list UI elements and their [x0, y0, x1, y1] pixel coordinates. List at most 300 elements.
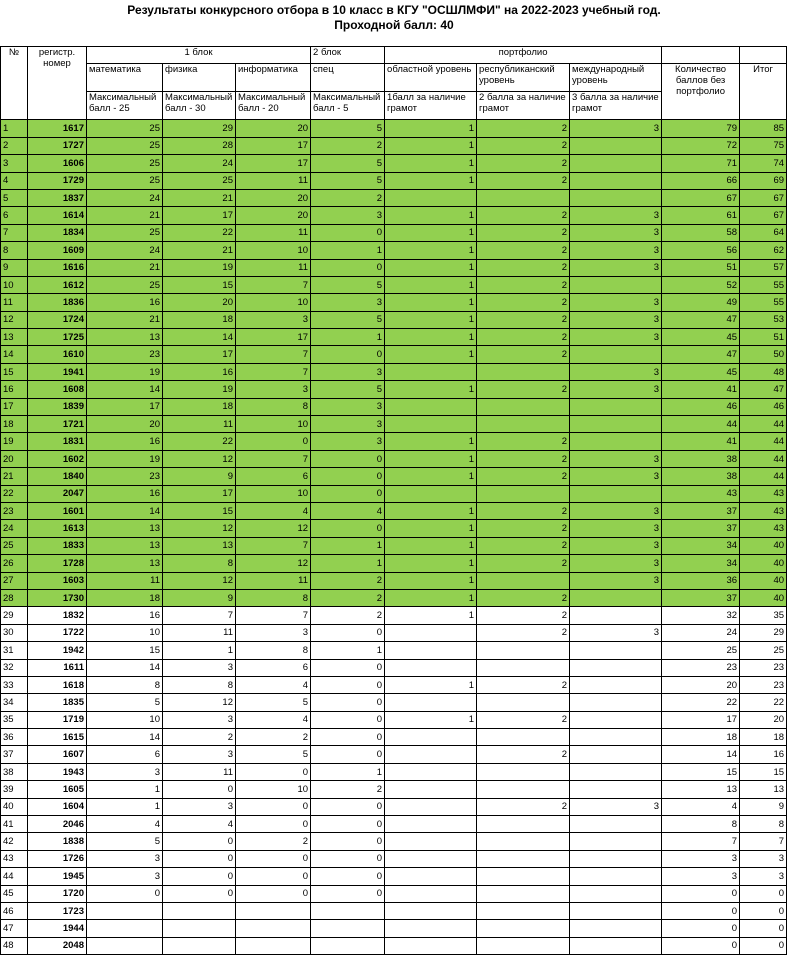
- resp-score: 2: [477, 259, 570, 276]
- total-score: 43: [740, 485, 787, 502]
- table-row: [1, 902, 787, 919]
- row-number: 20: [1, 450, 28, 467]
- reg-number: 1608: [28, 381, 87, 398]
- resp-score: [477, 729, 570, 746]
- resp-score: [477, 363, 570, 380]
- block1-header: 1 блок: [87, 47, 311, 64]
- reg-number: 1943: [28, 763, 87, 780]
- spec-score: 0: [311, 520, 385, 537]
- phys-score: 11: [163, 624, 236, 641]
- row-number: 47: [1, 920, 28, 937]
- spec-score: 1: [311, 642, 385, 659]
- results-body: [1, 120, 787, 955]
- spec-score: [311, 920, 385, 937]
- total-score: 13: [740, 781, 787, 798]
- spec-score: 0: [311, 346, 385, 363]
- total-score: 0: [740, 885, 787, 902]
- reg-number: 1719: [28, 711, 87, 728]
- total-score: 40: [740, 537, 787, 554]
- score-without-portfolio: 38: [662, 468, 740, 485]
- row-number: 42: [1, 833, 28, 850]
- resp-score: 2: [477, 155, 570, 172]
- reg-number: 1612: [28, 276, 87, 293]
- math-score: 8: [87, 676, 163, 693]
- table-row: [1, 572, 787, 589]
- row-number: 28: [1, 589, 28, 606]
- table-row: [1, 729, 787, 746]
- reg-number: 1601: [28, 502, 87, 519]
- row-number: 14: [1, 346, 28, 363]
- math-score: 25: [87, 224, 163, 241]
- table-row: [1, 329, 787, 346]
- col-oblast-header: областной уровень: [385, 64, 477, 92]
- inf-score: 7: [236, 363, 311, 380]
- total-score: 15: [740, 763, 787, 780]
- intl-score: [570, 416, 662, 433]
- table-row: [1, 137, 787, 154]
- oblast-score: [385, 729, 477, 746]
- spec-score: 5: [311, 155, 385, 172]
- math-score: 19: [87, 363, 163, 380]
- table-row: [1, 798, 787, 815]
- score-without-portfolio: 22: [662, 694, 740, 711]
- table-row: [1, 694, 787, 711]
- oblast-score: 1: [385, 589, 477, 606]
- intl-score: 3: [570, 259, 662, 276]
- resp-score: [477, 850, 570, 867]
- math-score: 17: [87, 398, 163, 415]
- oblast-score: 1: [385, 120, 477, 137]
- spec-score: 5: [311, 381, 385, 398]
- oblast-note: 1балл за наличие грамот: [385, 92, 477, 120]
- intl-score: [570, 868, 662, 885]
- inf-score: 12: [236, 555, 311, 572]
- resp-score: [477, 833, 570, 850]
- math-score: 14: [87, 381, 163, 398]
- math-score: 25: [87, 137, 163, 154]
- reg-number: 1724: [28, 311, 87, 328]
- math-score: 15: [87, 642, 163, 659]
- reg-number: 1834: [28, 224, 87, 241]
- oblast-score: 1: [385, 607, 477, 624]
- intl-score: 3: [570, 502, 662, 519]
- reg-number: 2046: [28, 816, 87, 833]
- table-row: [1, 520, 787, 537]
- inf-score: [236, 902, 311, 919]
- row-number: 24: [1, 520, 28, 537]
- oblast-score: [385, 416, 477, 433]
- oblast-score: [385, 868, 477, 885]
- reg-number: 1616: [28, 259, 87, 276]
- phys-score: 1: [163, 642, 236, 659]
- total-score: 8: [740, 816, 787, 833]
- page-title-block: [0, 0, 788, 33]
- resp-score: 2: [477, 207, 570, 224]
- intl-score: [570, 902, 662, 919]
- inf-score: 17: [236, 329, 311, 346]
- intl-score: [570, 589, 662, 606]
- oblast-score: 1: [385, 555, 477, 572]
- reg-number: 1721: [28, 416, 87, 433]
- phys-score: 18: [163, 311, 236, 328]
- row-number: 8: [1, 242, 28, 259]
- total-score: 44: [740, 468, 787, 485]
- resp-score: [477, 694, 570, 711]
- total-score: 7: [740, 833, 787, 850]
- inf-score: 7: [236, 450, 311, 467]
- math-score: 4: [87, 816, 163, 833]
- phys-score: 15: [163, 502, 236, 519]
- portfolio-header: портфолио: [385, 47, 662, 64]
- phys-score: 15: [163, 276, 236, 293]
- inf-score: 7: [236, 276, 311, 293]
- resp-score: 2: [477, 381, 570, 398]
- page-title: Результаты конкурсного отбора в 10 класс в КГУ "ОСШЛМФИ" на 2022-2023 учебный год.: [127, 3, 661, 17]
- inf-score: 10: [236, 416, 311, 433]
- reg-number: 1605: [28, 781, 87, 798]
- score-without-portfolio: 0: [662, 885, 740, 902]
- reg-number: 1727: [28, 137, 87, 154]
- total-score: 67: [740, 207, 787, 224]
- inf-score: [236, 920, 311, 937]
- reg-number: 1720: [28, 885, 87, 902]
- resp-score: 2: [477, 172, 570, 189]
- score-without-portfolio: 72: [662, 137, 740, 154]
- score-without-portfolio: 41: [662, 433, 740, 450]
- math-score: 6: [87, 746, 163, 763]
- phys-score: 4: [163, 816, 236, 833]
- row-number: 10: [1, 276, 28, 293]
- spec-score: 0: [311, 676, 385, 693]
- spec-score: 1: [311, 555, 385, 572]
- score-without-portfolio: 46: [662, 398, 740, 415]
- table-row: [1, 555, 787, 572]
- table-row: [1, 659, 787, 676]
- intl-score: [570, 485, 662, 502]
- oblast-score: [385, 398, 477, 415]
- score-without-portfolio: 0: [662, 902, 740, 919]
- resp-score: 2: [477, 555, 570, 572]
- math-score: 3: [87, 868, 163, 885]
- spec-score: 2: [311, 607, 385, 624]
- score-without-portfolio: 34: [662, 537, 740, 554]
- table-row: [1, 172, 787, 189]
- resp-score: [477, 902, 570, 919]
- table-row: [1, 920, 787, 937]
- math-score: 16: [87, 294, 163, 311]
- total-score: 48: [740, 363, 787, 380]
- score-without-portfolio: 34: [662, 555, 740, 572]
- inf-score: 0: [236, 816, 311, 833]
- oblast-score: 1: [385, 311, 477, 328]
- resp-score: 2: [477, 311, 570, 328]
- intl-score: 3: [570, 572, 662, 589]
- intl-score: 3: [570, 120, 662, 137]
- score-without-portfolio: 4: [662, 798, 740, 815]
- resp-score: [477, 572, 570, 589]
- score-without-portfolio: 49: [662, 294, 740, 311]
- spec-score: 0: [311, 885, 385, 902]
- table-row: [1, 450, 787, 467]
- resp-score: 2: [477, 276, 570, 293]
- score-without-portfolio: 32: [662, 607, 740, 624]
- score-without-portfolio: 58: [662, 224, 740, 241]
- row-number: 18: [1, 416, 28, 433]
- math-score: 0: [87, 885, 163, 902]
- reg-number: 1617: [28, 120, 87, 137]
- row-number: 25: [1, 537, 28, 554]
- inf-score: 12: [236, 520, 311, 537]
- math-score: [87, 937, 163, 954]
- phys-score: [163, 937, 236, 954]
- total-score: 43: [740, 502, 787, 519]
- total-score: 44: [740, 433, 787, 450]
- resp-score: [477, 189, 570, 206]
- phys-score: 18: [163, 398, 236, 415]
- score-without-portfolio: 56: [662, 242, 740, 259]
- phys-score: 3: [163, 659, 236, 676]
- spec-score: 0: [311, 868, 385, 885]
- table-row: [1, 763, 787, 780]
- total-score: 44: [740, 450, 787, 467]
- score-without-portfolio: 37: [662, 520, 740, 537]
- phys-score: 3: [163, 711, 236, 728]
- inf-score: 11: [236, 572, 311, 589]
- inf-score: 4: [236, 502, 311, 519]
- reg-number: 1726: [28, 850, 87, 867]
- resp-score: 2: [477, 537, 570, 554]
- score-without-portfolio: 37: [662, 589, 740, 606]
- row-number: 16: [1, 381, 28, 398]
- oblast-score: [385, 885, 477, 902]
- spec-score: 0: [311, 798, 385, 815]
- max-phys-note: Максимальный балл - 30: [163, 92, 236, 120]
- score-without-portfolio: 37: [662, 502, 740, 519]
- max-spec-note: Максимальный балл - 5: [311, 92, 385, 120]
- inf-score: 3: [236, 624, 311, 641]
- spec-score: 1: [311, 242, 385, 259]
- oblast-score: 1: [385, 381, 477, 398]
- math-score: 21: [87, 259, 163, 276]
- intl-score: 3: [570, 363, 662, 380]
- inf-score: 4: [236, 711, 311, 728]
- resp-score: 2: [477, 450, 570, 467]
- intl-score: 3: [570, 624, 662, 641]
- spec-score: 2: [311, 137, 385, 154]
- table-row: [1, 711, 787, 728]
- math-score: 1: [87, 781, 163, 798]
- row-number: 44: [1, 868, 28, 885]
- total-score: 40: [740, 572, 787, 589]
- phys-score: 9: [163, 468, 236, 485]
- reg-number: 1618: [28, 676, 87, 693]
- oblast-score: [385, 694, 477, 711]
- oblast-score: 1: [385, 137, 477, 154]
- spec-score: 5: [311, 120, 385, 137]
- oblast-score: 1: [385, 329, 477, 346]
- reg-number: 1725: [28, 329, 87, 346]
- row-number: 31: [1, 642, 28, 659]
- score-without-portfolio: 20: [662, 676, 740, 693]
- resp-score: [477, 781, 570, 798]
- intl-score: 3: [570, 468, 662, 485]
- reg-number: 1942: [28, 642, 87, 659]
- table-row: [1, 624, 787, 641]
- inf-score: 0: [236, 868, 311, 885]
- row-number: 38: [1, 763, 28, 780]
- blank-header-1: [662, 47, 740, 64]
- row-number: 1: [1, 120, 28, 137]
- table-row: [1, 120, 787, 137]
- total-score: 0: [740, 902, 787, 919]
- phys-score: 25: [163, 172, 236, 189]
- score-without-portfolio: 71: [662, 155, 740, 172]
- math-score: 21: [87, 311, 163, 328]
- table-row: [1, 189, 787, 206]
- table-row: [1, 868, 787, 885]
- resp-score: [477, 816, 570, 833]
- math-score: 13: [87, 520, 163, 537]
- intl-score: [570, 763, 662, 780]
- reg-number: 1730: [28, 589, 87, 606]
- table-row: [1, 311, 787, 328]
- inf-score: 10: [236, 781, 311, 798]
- spec-score: 2: [311, 189, 385, 206]
- total-score: 23: [740, 676, 787, 693]
- resp-score: 2: [477, 242, 570, 259]
- math-score: 10: [87, 624, 163, 641]
- intl-note: 3 балла за наличие грамот: [570, 92, 662, 120]
- row-number: 41: [1, 816, 28, 833]
- phys-score: 17: [163, 207, 236, 224]
- intl-score: [570, 137, 662, 154]
- resp-score: 2: [477, 468, 570, 485]
- inf-score: 20: [236, 189, 311, 206]
- intl-score: 3: [570, 242, 662, 259]
- phys-score: 17: [163, 346, 236, 363]
- inf-score: 3: [236, 381, 311, 398]
- table-row: [1, 589, 787, 606]
- reg-number: 1945: [28, 868, 87, 885]
- intl-score: [570, 729, 662, 746]
- oblast-score: 1: [385, 502, 477, 519]
- reg-number: 1607: [28, 746, 87, 763]
- inf-score: 8: [236, 642, 311, 659]
- resp-score: [477, 416, 570, 433]
- inf-score: 17: [236, 137, 311, 154]
- oblast-score: 1: [385, 346, 477, 363]
- oblast-score: [385, 781, 477, 798]
- intl-score: 3: [570, 311, 662, 328]
- oblast-score: [385, 485, 477, 502]
- phys-score: 28: [163, 137, 236, 154]
- oblast-score: 1: [385, 572, 477, 589]
- total-score: 35: [740, 607, 787, 624]
- math-score: [87, 920, 163, 937]
- row-number: 37: [1, 746, 28, 763]
- intl-score: [570, 346, 662, 363]
- row-number: 36: [1, 729, 28, 746]
- score-without-portfolio: 3: [662, 850, 740, 867]
- col-total-header: Итог: [740, 64, 787, 120]
- intl-score: [570, 172, 662, 189]
- spec-score: 3: [311, 207, 385, 224]
- resp-score: 2: [477, 433, 570, 450]
- phys-score: 12: [163, 694, 236, 711]
- oblast-score: 1: [385, 276, 477, 293]
- score-without-portfolio: 7: [662, 833, 740, 850]
- reg-number: 1839: [28, 398, 87, 415]
- row-number: 33: [1, 676, 28, 693]
- inf-score: 10: [236, 242, 311, 259]
- total-score: 64: [740, 224, 787, 241]
- spec-score: 1: [311, 763, 385, 780]
- oblast-score: 1: [385, 468, 477, 485]
- score-without-portfolio: 43: [662, 485, 740, 502]
- reg-number: 1606: [28, 155, 87, 172]
- col-intl-header: международный уровень: [570, 64, 662, 92]
- oblast-score: [385, 363, 477, 380]
- table-row: [1, 416, 787, 433]
- intl-score: 3: [570, 450, 662, 467]
- total-score: 69: [740, 172, 787, 189]
- oblast-score: 1: [385, 242, 477, 259]
- blank-header-2: [740, 47, 787, 64]
- resp-score: 2: [477, 346, 570, 363]
- row-number: 13: [1, 329, 28, 346]
- resp-score: 2: [477, 711, 570, 728]
- table-row: [1, 433, 787, 450]
- table-row: [1, 937, 787, 954]
- spec-score: 5: [311, 172, 385, 189]
- spec-score: 0: [311, 659, 385, 676]
- reg-number: 1835: [28, 694, 87, 711]
- oblast-score: [385, 763, 477, 780]
- total-score: 40: [740, 555, 787, 572]
- reg-number: 1602: [28, 450, 87, 467]
- row-number: 11: [1, 294, 28, 311]
- inf-score: 7: [236, 346, 311, 363]
- reg-number: 1831: [28, 433, 87, 450]
- max-math-note: Максимальный балл - 25: [87, 92, 163, 120]
- math-score: 23: [87, 468, 163, 485]
- math-score: 21: [87, 207, 163, 224]
- resp-score: [477, 937, 570, 954]
- reg-number: 1941: [28, 363, 87, 380]
- oblast-score: [385, 816, 477, 833]
- score-without-portfolio: 66: [662, 172, 740, 189]
- total-score: 43: [740, 520, 787, 537]
- total-score: 23: [740, 659, 787, 676]
- phys-score: 19: [163, 259, 236, 276]
- inf-score: 0: [236, 885, 311, 902]
- resp-note: 2 балла за наличие грамот: [477, 92, 570, 120]
- row-number: 45: [1, 885, 28, 902]
- total-score: 25: [740, 642, 787, 659]
- header-row-1: [1, 47, 787, 64]
- resp-score: 2: [477, 624, 570, 641]
- table-row: [1, 850, 787, 867]
- score-without-portfolio: 18: [662, 729, 740, 746]
- score-without-portfolio: 24: [662, 624, 740, 641]
- phys-score: 21: [163, 242, 236, 259]
- header-row-2: [1, 64, 787, 92]
- table-row: [1, 155, 787, 172]
- phys-score: 8: [163, 676, 236, 693]
- total-score: 0: [740, 920, 787, 937]
- phys-score: [163, 902, 236, 919]
- oblast-score: [385, 833, 477, 850]
